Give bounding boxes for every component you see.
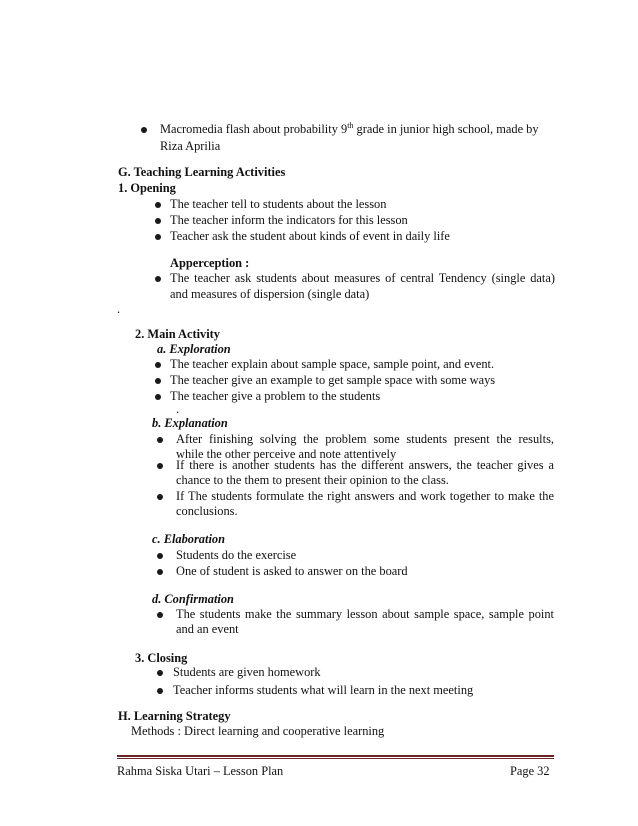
footer-rule <box>117 755 554 757</box>
list-item-continued: chance to the them to present their opinion to the class. <box>176 473 449 487</box>
stray-dot: . <box>176 402 180 416</box>
main-activity-heading: 2. Main Activity <box>135 327 221 341</box>
bullet-icon <box>157 494 163 500</box>
exploration-heading: a. Exploration <box>157 342 231 356</box>
bullet-icon <box>157 463 163 469</box>
list-item: After finishing solving the problem some students present the results, <box>176 432 554 446</box>
bullet-icon <box>155 276 161 282</box>
bullet-icon <box>155 394 161 400</box>
list-item-continued: conclusions. <box>176 504 238 518</box>
closing-heading: 3. Closing <box>135 651 188 665</box>
section-g-heading: G. Teaching Learning Activities <box>118 165 286 179</box>
apperception-item: The teacher ask students about measures of central Tendency (single data) <box>170 271 555 285</box>
footer-left: Rahma Siska Utari – Lesson Plan <box>117 764 284 778</box>
list-item: Students do the exercise <box>176 548 297 562</box>
list-item: The teacher inform the indicators for this lesson <box>170 213 408 227</box>
methods-line: Methods : Direct learning and cooperative learning <box>131 724 385 738</box>
materials-item: Macromedia flash about probability 9th grade in junior high school, made by <box>160 120 539 136</box>
bullet-icon <box>155 202 161 208</box>
list-item: The teacher give an example to get sample space with some ways <box>170 373 496 387</box>
elaboration-heading: c. Elaboration <box>152 532 225 546</box>
confirmation-heading: d. Confirmation <box>152 592 234 606</box>
stray-mark: . <box>117 302 121 316</box>
bullet-icon <box>141 127 147 133</box>
bullet-icon <box>155 362 161 368</box>
list-item: The students make the summary lesson about sample space, sample point <box>176 607 554 621</box>
bullet-icon <box>157 612 163 618</box>
opening-heading: 1. Opening <box>118 181 176 195</box>
list-item: The teacher tell to students about the lesson <box>170 197 387 211</box>
list-item-continued: while the other perceive and note attentively <box>176 447 397 461</box>
list-item: If The students formulate the right answers and work together to make the <box>176 489 554 503</box>
list-item: The teacher explain about sample space, sample point, and event. <box>170 357 495 371</box>
list-item: One of student is asked to answer on the board <box>176 564 408 578</box>
list-item: Teacher ask the student about kinds of event in daily life <box>170 229 450 243</box>
bullet-icon <box>157 569 163 575</box>
bullet-icon <box>155 378 161 384</box>
explanation-heading: b. Explanation <box>152 416 228 430</box>
bullet-icon <box>155 234 161 240</box>
bullet-icon <box>157 688 163 694</box>
materials-item-continued: Riza Aprilia <box>160 139 221 153</box>
bullet-icon <box>157 437 163 443</box>
list-item: Students are given homework <box>173 665 321 679</box>
list-item-continued: and an event <box>176 622 239 636</box>
apperception-item-continued: and measures of dispersion (single data) <box>170 287 370 301</box>
list-item: If there is another students has the different answers, the teacher gives a <box>176 458 554 472</box>
bullet-icon <box>155 218 161 224</box>
page-number: Page 32 <box>510 764 550 778</box>
footer-rule-thin <box>117 758 554 759</box>
bullet-icon <box>157 553 163 559</box>
apperception-heading: Apperception : <box>170 256 250 270</box>
list-item: Teacher informs students what will learn in the next meeting <box>173 683 474 697</box>
bullet-icon <box>157 670 163 676</box>
list-item: The teacher give a problem to the students <box>170 389 381 403</box>
superscript: th <box>347 120 354 130</box>
section-h-heading: H. Learning Strategy <box>118 709 231 723</box>
